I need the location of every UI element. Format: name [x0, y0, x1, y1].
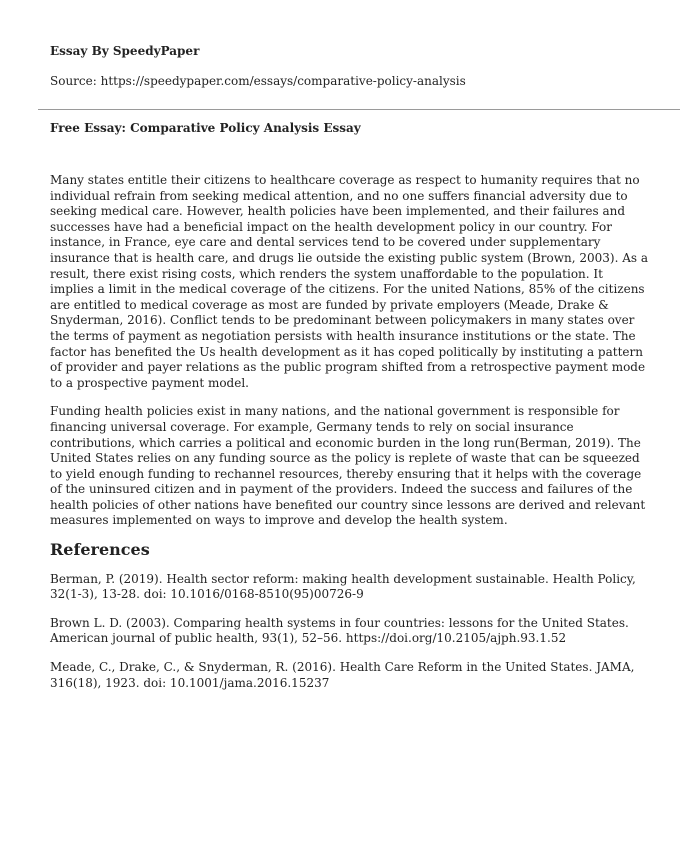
- reference-item: Brown L. D. (2003). Comparing health systems in four countries: lessons for the United States. American journal of public health, 93(1), 52–56. https://doi.org/10.2105/ajph.93.1.52: [50, 615, 629, 646]
- paragraph: Many states entitle their citizens to healthcare coverage as respect to humanity requires that no individual refrain from seeking medical attention, and no one suffers financial adversity due to seeking medical care. However, health policies have been implemented, and their failures and successes have had a beneficial impact on the health development policy in our country. For instance, in France, eye care and dental services tend to be covered under supplementary insurance that is health care, and drugs lie outside the existing public system (Brown, 2003). As a result, there exist rising costs, which renders the system unaffordable to the population. It implies a limit in the medical coverage of the citizens. For the united Nations, 85% of the citizens are entitled to medical coverage as most are funded by private employers (Meade, Drake & Snyderman, 2016). Conflict tends to be predominant between policymakers in many states over the terms of payment as negotiation persists with health insurance institutions or the state. The factor has benefited the Us health development as it has coped politically by instituting a pattern of provider and payer relations as the public program shifted from a retrospective payment mode to a prospective payment model.: [50, 173, 648, 390]
- divider: [38, 109, 680, 110]
- reference-item: Meade, C., Drake, C., & Snyderman, R. (2016). Health Care Reform in the United States. JAMA, 316(18), 1923. doi: 10.1001/jama.2016.15237: [50, 660, 635, 690]
- document-header-title: Essay By SpeedyPaper: [50, 44, 200, 58]
- reference-item: Berman, P. (2019). Health sector reform: making health development sustainable. Health Policy, 32(1-3), 13-28. doi: 10.1016/0168-8510(95)00726-9: [50, 571, 636, 602]
- paragraph: Funding health policies exist in many nations, and the national government is responsible for financing universal coverage. For example, Germany tends to rely on social insurance contributions, which carries a political and economic burden in the long run(Berman, 2019). The United States relies on any funding source as the policy is replete of waste that can be squeezed to yield enough funding to rechannel resources, thereby ensuring that it helps with the coverage of the uninsured citizen and in payment of the providers. Indeed the success and failures of the health policies of other nations have benefited our country since lessons are derived and relevant measures implemented on ways to improve and develop the health system.: [50, 404, 646, 528]
- essay-body: [50, 173, 650, 704]
- essay-title: Free Essay: Comparative Policy Analysis Essay: [50, 121, 361, 135]
- source-line: Source: https://speedypaper.com/essays/comparative-policy-analysis: [50, 74, 466, 88]
- references-heading: References: [50, 540, 150, 560]
